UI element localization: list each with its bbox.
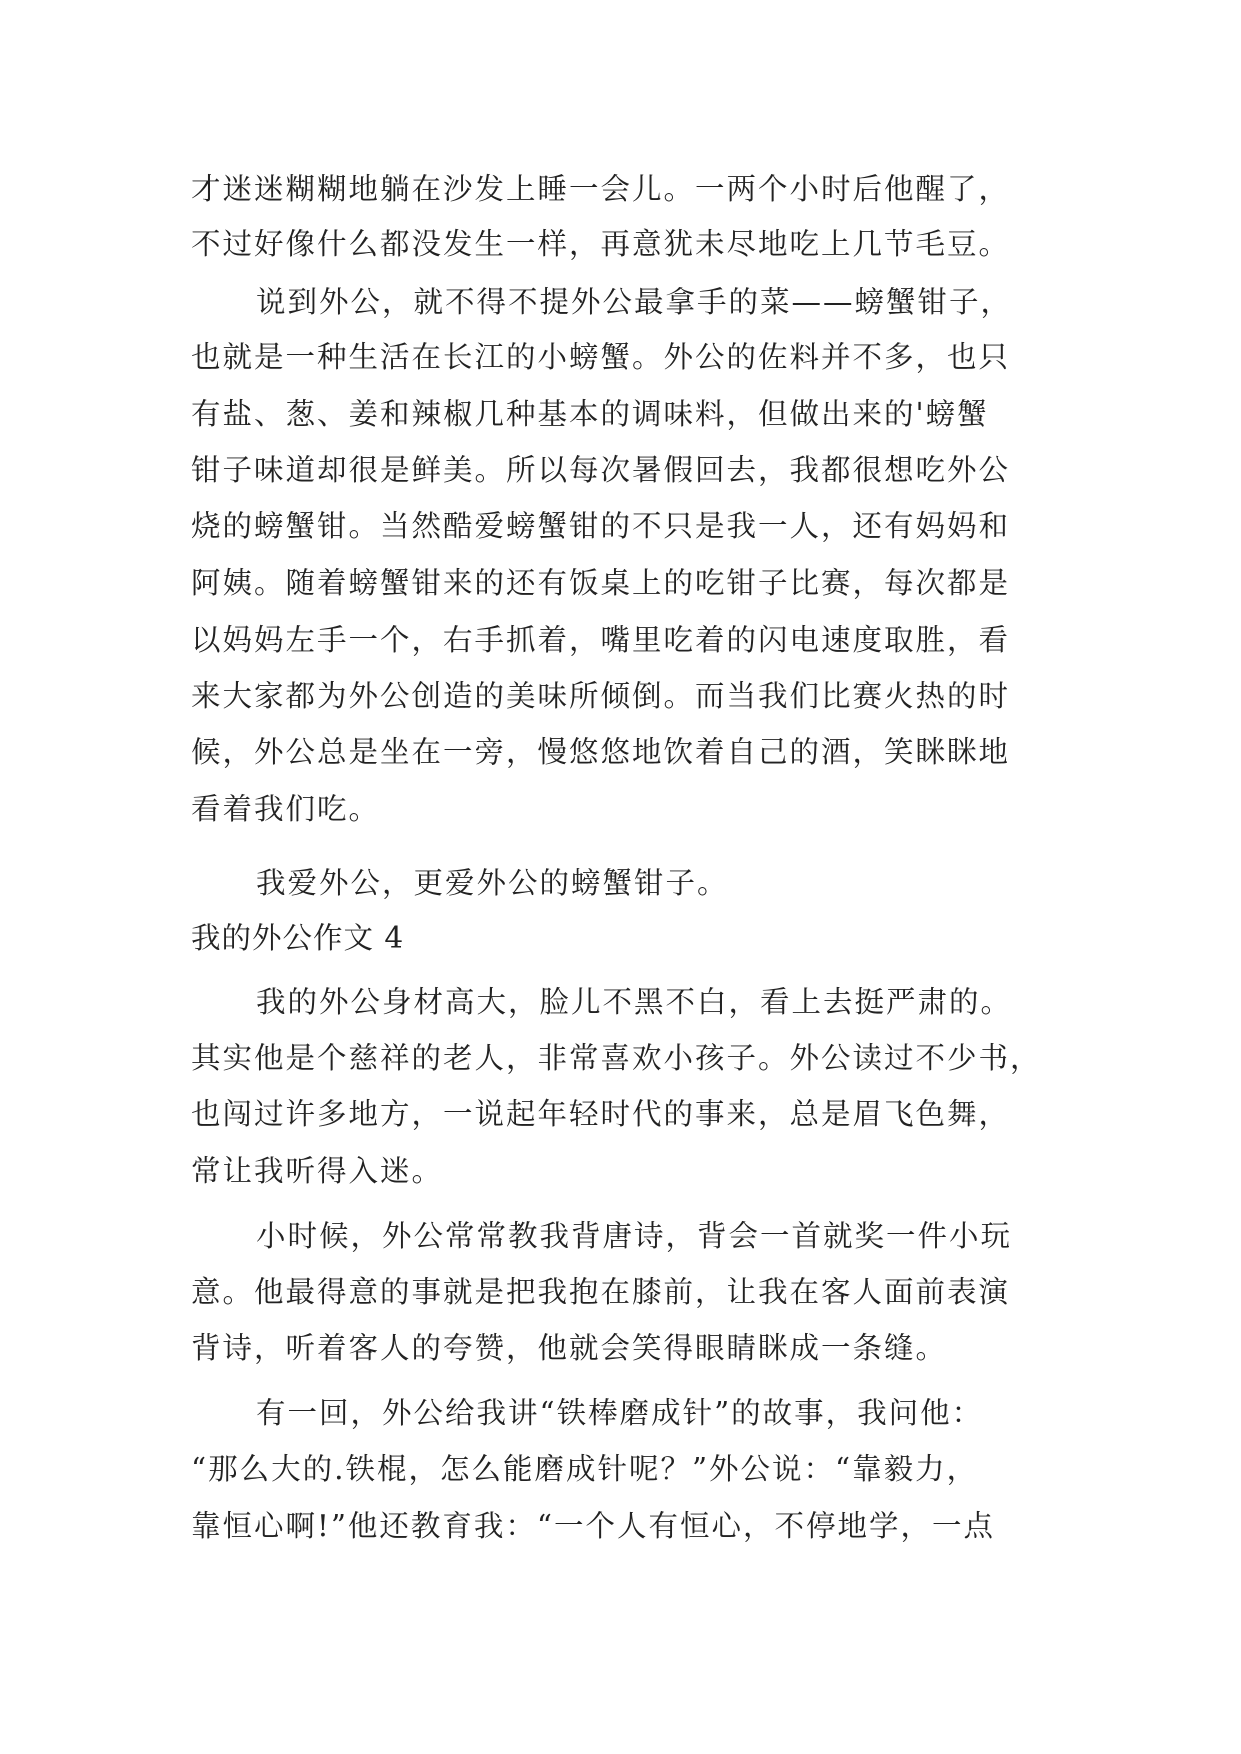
paragraph-start-line: 有一回，外公给我讲“铁棒磨成针”的故事，我问他： <box>256 1396 984 1430</box>
body-text-line: 不过好像什么都没发生一样，再意犹未尽地吃上几节毛豆。 <box>191 227 1011 261</box>
body-text-line: 烧的螃蟹钳。当然酷爱螃蟹钳的不只是我一人，还有妈妈和 <box>191 509 1011 543</box>
paragraph-start-line: 我的外公身材高大，脸儿不黑不白，看上去挺严肃的。 <box>256 985 1013 1019</box>
paragraph-start-line: 小时候，外公常常教我背唐诗，背会一首就奖一件小玩 <box>256 1219 1013 1253</box>
body-text-line: 常让我听得入迷。 <box>191 1154 444 1188</box>
body-text-line: 也就是一种生活在长江的小螃蟹。外公的佐料并不多，也只 <box>191 340 1011 374</box>
body-text-line: 来大家都为外公创造的美味所倾倒。而当我们比赛火热的时 <box>191 679 1011 713</box>
paragraph-start-line: 我爱外公，更爱外公的螃蟹钳子。 <box>256 866 729 900</box>
body-text-line: 以妈妈左手一个，右手抓着，嘴里吃着的闪电速度取胜，看 <box>191 623 1011 657</box>
body-text-line: “那么大的.铁棍，怎么能磨成针呢？”外公说：“靠毅力， <box>191 1452 979 1486</box>
paragraph-start-line: 说到外公，就不得不提外公最拿手的菜——螃蟹钳子， <box>256 285 1013 319</box>
body-text-line: 钳子味道却很是鲜美。所以每次暑假回去，我都很想吃外公 <box>191 453 1011 487</box>
body-text-line: 其实他是个慈祥的老人，非常喜欢小孩子。外公读过不少书， <box>191 1041 1042 1075</box>
body-text-line: 有盐、葱、姜和辣椒几种基本的调味料，但做出来的'螃蟹 <box>191 397 989 431</box>
body-text-line: 才迷迷糊糊地躺在沙发上睡一会儿。一两个小时后他醒了， <box>191 172 1011 206</box>
body-text-line: 靠恒心啊!”他还教育我：“一个人有恒心，不停地学，一点 <box>191 1509 996 1543</box>
body-text-line: 意。他最得意的事就是把我抱在膝前，让我在客人面前表演 <box>191 1275 1011 1309</box>
body-text-line: 候，外公总是坐在一旁，慢悠悠地饮着自己的酒，笑眯眯地 <box>191 735 1011 769</box>
body-text-line: 阿姨。随着螃蟹钳来的还有饭桌上的吃钳子比赛，每次都是 <box>191 566 1011 600</box>
body-text-line: 也闯过许多地方，一说起年轻时代的事来，总是眉飞色舞， <box>191 1097 1011 1131</box>
section-heading: 我的外公作文 4 <box>191 921 405 955</box>
body-text-line: 看着我们吃。 <box>191 792 381 826</box>
body-text-line: 背诗，听着客人的夸赞，他就会笑得眼睛眯成一条缝。 <box>191 1331 948 1365</box>
